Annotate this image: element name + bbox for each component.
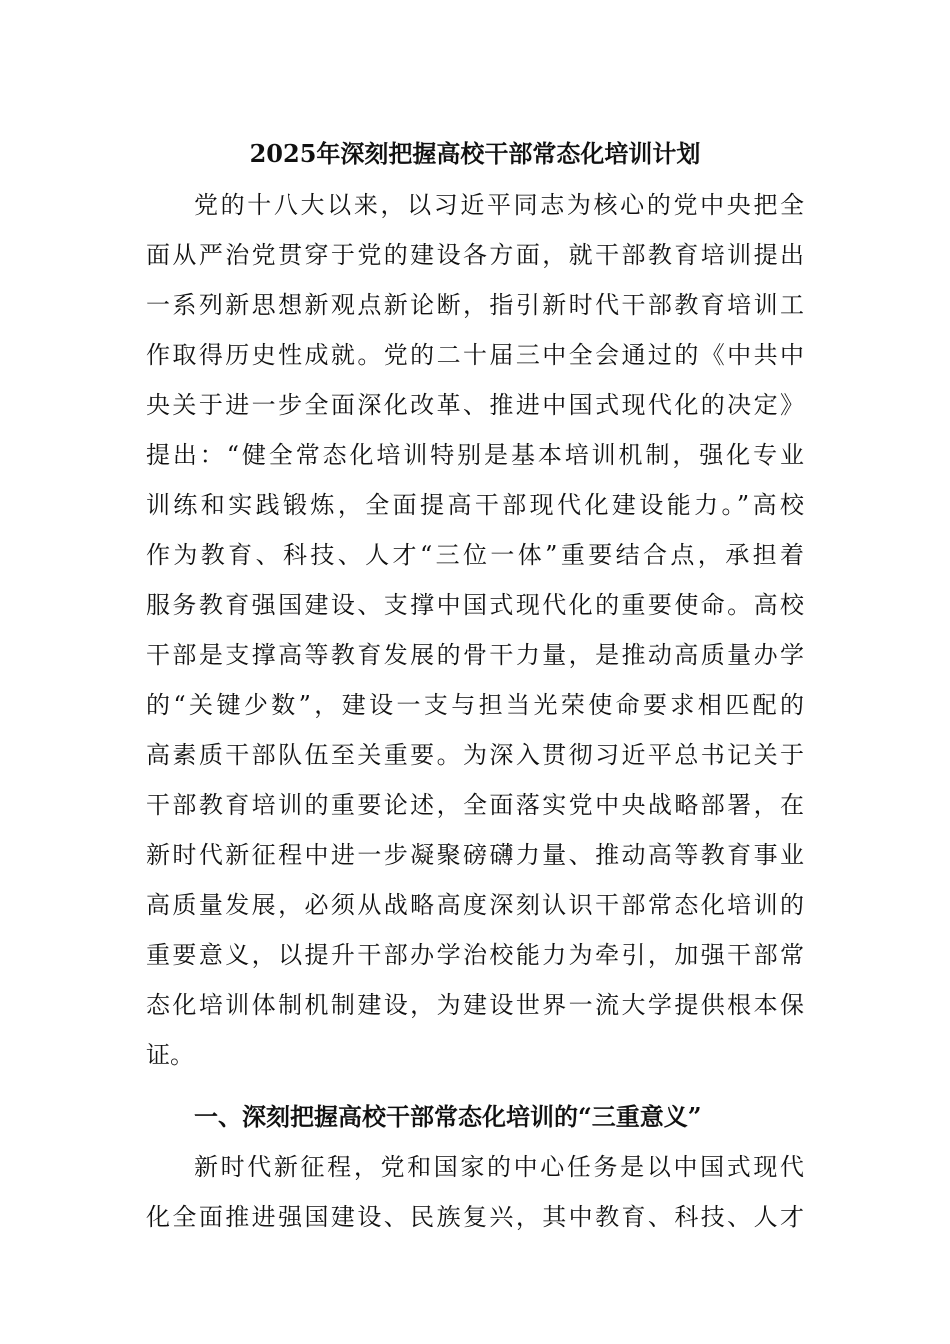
paragraph-line: 高素质干部队伍至关重要。为深入贯彻习近平总书记关于 [146,741,804,769]
paragraph-line: 的“关键少数”，建设一支与担当光荣使命要求相匹配的 [146,691,804,719]
paragraph-line: 高质量发展，必须从战略高度深刻认识干部常态化培训的 [146,891,804,919]
document-title: 2025年深刻把握高校干部常态化培训计划 [249,139,701,168]
paragraph-line: 重要意义，以提升干部办学治校能力为牵引，加强干部常 [146,941,804,969]
paragraph-line: 干部教育培训的重要论述，全面落实党中央战略部署，在 [146,791,804,819]
paragraph-line: 服务教育强国建设、支撑中国式现代化的重要使命。高校 [146,591,804,619]
paragraph-line: 新时代新征程，党和国家的中心任务是以中国式现代 [194,1153,804,1181]
paragraph-line: 提出：“健全常态化培训特别是基本培训机制，强化专业 [146,441,804,469]
paragraph-line: 央关于进一步全面深化改革、推进中国式现代化的决定》 [146,391,804,419]
paragraph-line: 作为教育、科技、人才“三位一体”重要结合点，承担着 [146,541,804,569]
paragraph-line: 证。 [146,1041,194,1069]
paragraph-line: 党的十八大以来，以习近平同志为核心的党中央把全 [194,191,804,219]
paragraph-line: 化全面推进强国建设、民族复兴，其中教育、科技、人才 [146,1203,804,1231]
paragraph-line: 面从严治党贯穿于党的建设各方面，就干部教育培训提出 [146,241,804,269]
paragraph-line: 作取得历史性成就。党的二十届三中全会通过的《中共中 [146,341,804,369]
paragraph-line: 训练和实践锻炼，全面提高干部现代化建设能力。”高校 [146,491,804,519]
section-heading: 一、深刻把握高校干部常态化培训的“三重意义” [194,1102,702,1131]
paragraph-line: 一系列新思想新观点新论断，指引新时代干部教育培训工 [146,291,804,319]
paragraph-line: 干部是支撑高等教育发展的骨干力量，是推动高质量办学 [146,641,804,669]
paragraph-line: 态化培训体制机制建设，为建设世界一流大学提供根本保 [146,991,804,1019]
paragraph-line: 新时代新征程中进一步凝聚磅礴力量、推动高等教育事业 [146,841,804,869]
